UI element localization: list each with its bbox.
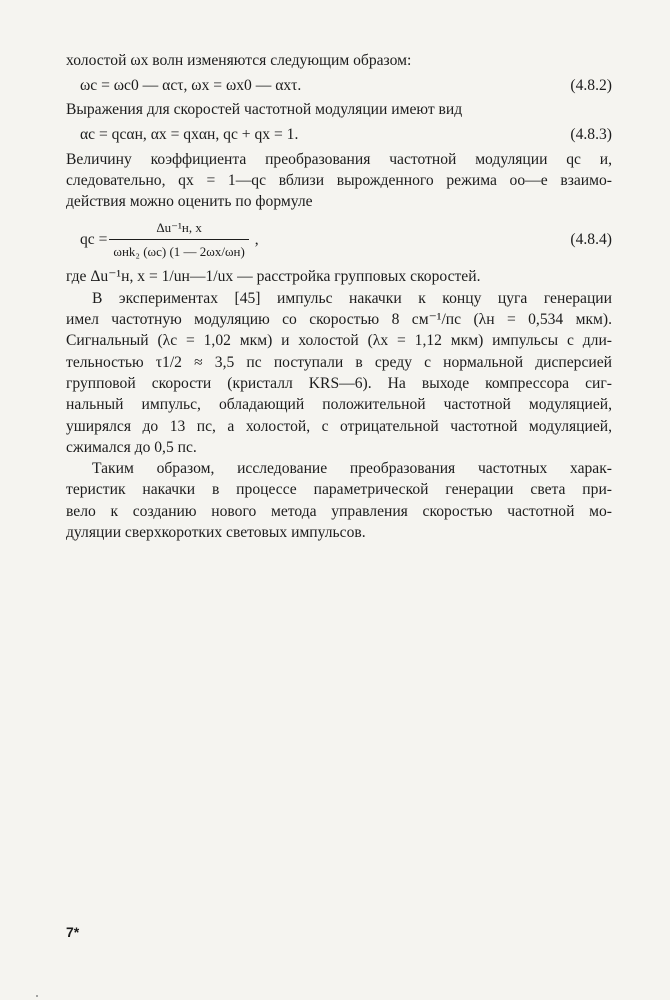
fraction-denominator: ωнk₂ (ωс) (1 — 2ωх/ωн)	[109, 239, 248, 262]
text-line: Таким образом, исследование преобразования частотных харак-	[92, 460, 612, 478]
text-line: вело к созданию нового метода управления скоростью частотной мо-	[66, 502, 612, 520]
equation-4-8-4	[66, 214, 612, 264]
text-line: тельностью τ1/2 ≈ 3,5 пс поступали в среду с нормальной дисперсией	[66, 353, 612, 371]
equation-fraction	[109, 217, 248, 263]
velocity-intro-line: Выражения для скоростей частотной модуляции имеют вид	[66, 101, 463, 119]
equation-number: (4.8.2)	[570, 76, 612, 94]
intro-line: холостой ωх волн изменяются следующим образом:	[66, 52, 412, 69]
equation-expression: αс = qсαн, αх = qхαн, qс + qх = 1.	[80, 125, 299, 143]
equation-lhs: qс =	[80, 230, 108, 248]
scan-speck	[36, 995, 38, 997]
text-line: имел частотную модуляцию со скоростью 8 см⁻¹/пс (λн = 0,534 мкм).	[66, 311, 612, 329]
text-line: теристик накачки в процессе параметрической генерации света при-	[66, 481, 612, 499]
text-line: действия можно оценить по формуле	[66, 193, 313, 211]
text-line: уширялся до 13 пс, а холостой, с отрицательной частотной модуляцией,	[66, 417, 612, 435]
fraction-numerator: Δu⁻¹н, х	[156, 219, 202, 235]
paragraph-coefficient	[66, 149, 612, 213]
text-line: сжимался до 0,5 пс.	[66, 438, 197, 456]
text-line: Сигнальный (λс = 1,02 мкм) и холостой (λх = 1,12 мкм) импульсы с дли-	[66, 332, 612, 350]
paragraph-conclusion	[66, 458, 612, 543]
text-line: дуляции сверхкоротких световых импульсов.	[66, 524, 366, 542]
where-line: где Δu⁻¹н, х = 1/uн—1/uх — расстройка групповых скоростей.	[66, 268, 481, 286]
text-line: Величину коэффициента преобразования частотной модуляции qс и,	[66, 150, 612, 168]
equation-trail: ,	[254, 230, 259, 248]
equation-expression: ωс = ωс0 — αсτ, ωх = ωх0 — αхτ.	[80, 76, 302, 94]
equation-4-8-2	[66, 71, 612, 99]
paragraph-experiments	[66, 288, 612, 458]
text-line: групповой скорости (кристалл KRS—6). На выходе компрессора сиг-	[66, 374, 612, 392]
page-text	[66, 50, 612, 543]
page-folio: 7*	[66, 924, 80, 940]
equation-4-8-3	[66, 121, 612, 149]
equation-number: (4.8.4)	[570, 230, 612, 248]
text-line: следовательно, qх = 1—qс вблизи вырожденного режима оо—е взаимо-	[66, 171, 612, 189]
equation-number: (4.8.3)	[570, 125, 612, 143]
text-line: В экспериментах [45] импульс накачки к концу цуга генерации	[92, 289, 612, 307]
text-line: нальный импульс, обладающий положительной частотной модуляцией,	[66, 396, 612, 414]
